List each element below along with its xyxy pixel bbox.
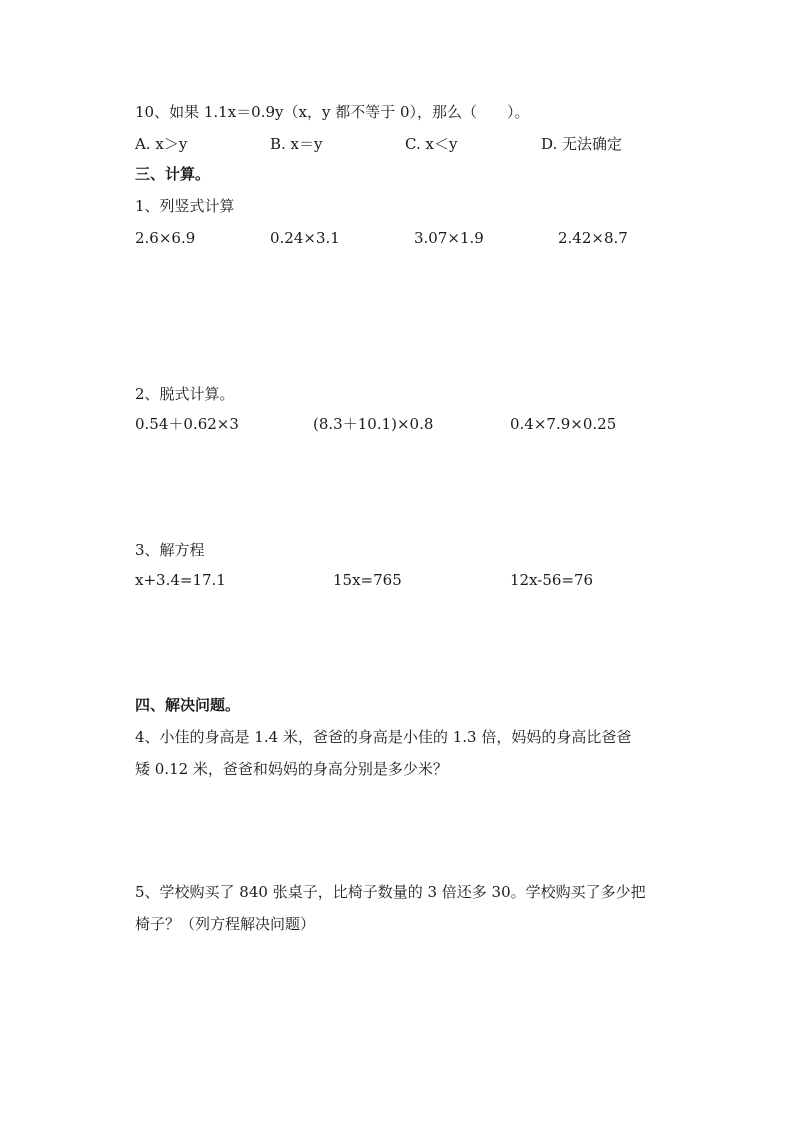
step-calc-item-3: 0.4×7.9×0.25 [510, 415, 617, 433]
section-3-heading: 三、计算。 [135, 165, 211, 183]
step-calc-item-2: (8.3＋10.1)×0.8 [313, 415, 434, 433]
subsection-3-title: 3、解方程 [135, 541, 205, 559]
vertical-calc-item-1: 2.6×6.9 [135, 229, 196, 247]
equation-item-1: x+3.4=17.1 [135, 571, 226, 589]
question-10-option-c: C. x＜y [405, 135, 458, 153]
question-10-option-a: A. x＞y [135, 135, 188, 153]
equation-item-3: 12x-56=76 [510, 571, 594, 589]
question-10-option-b: B. x＝y [270, 135, 323, 153]
problem-4-line-1: 4、小佳的身高是 1.4 米，爸爸的身高是小佳的 1.3 倍，妈妈的身高比爸爸 [135, 728, 632, 746]
vertical-calc-item-3: 3.07×1.9 [414, 229, 484, 247]
problem-4-line-2: 矮 0.12 米，爸爸和妈妈的身高分别是多少米？ [135, 760, 448, 778]
vertical-calc-item-4: 2.42×8.7 [558, 229, 628, 247]
section-4-heading: 四、解决问题。 [135, 696, 241, 714]
subsection-2-title: 2、脱式计算。 [135, 385, 235, 403]
step-calc-item-1: 0.54＋0.62×3 [135, 415, 239, 433]
problem-5-line-1: 5、学校购买了 840 张桌子，比椅子数量的 3 倍还多 30。学校购买了多少把 [135, 883, 646, 901]
equation-item-2: 15x=765 [333, 571, 402, 589]
subsection-1-title: 1、列竖式计算 [135, 197, 235, 215]
question-10-option-d: D. 无法确定 [541, 135, 623, 153]
vertical-calc-item-2: 0.24×3.1 [270, 229, 340, 247]
problem-5-line-2: 椅子？（列方程解决问题） [135, 915, 316, 933]
question-10-stem: 10、如果 1.1x＝0.9y（x，y 都不等于 0），那么（ ）。 [135, 103, 530, 121]
